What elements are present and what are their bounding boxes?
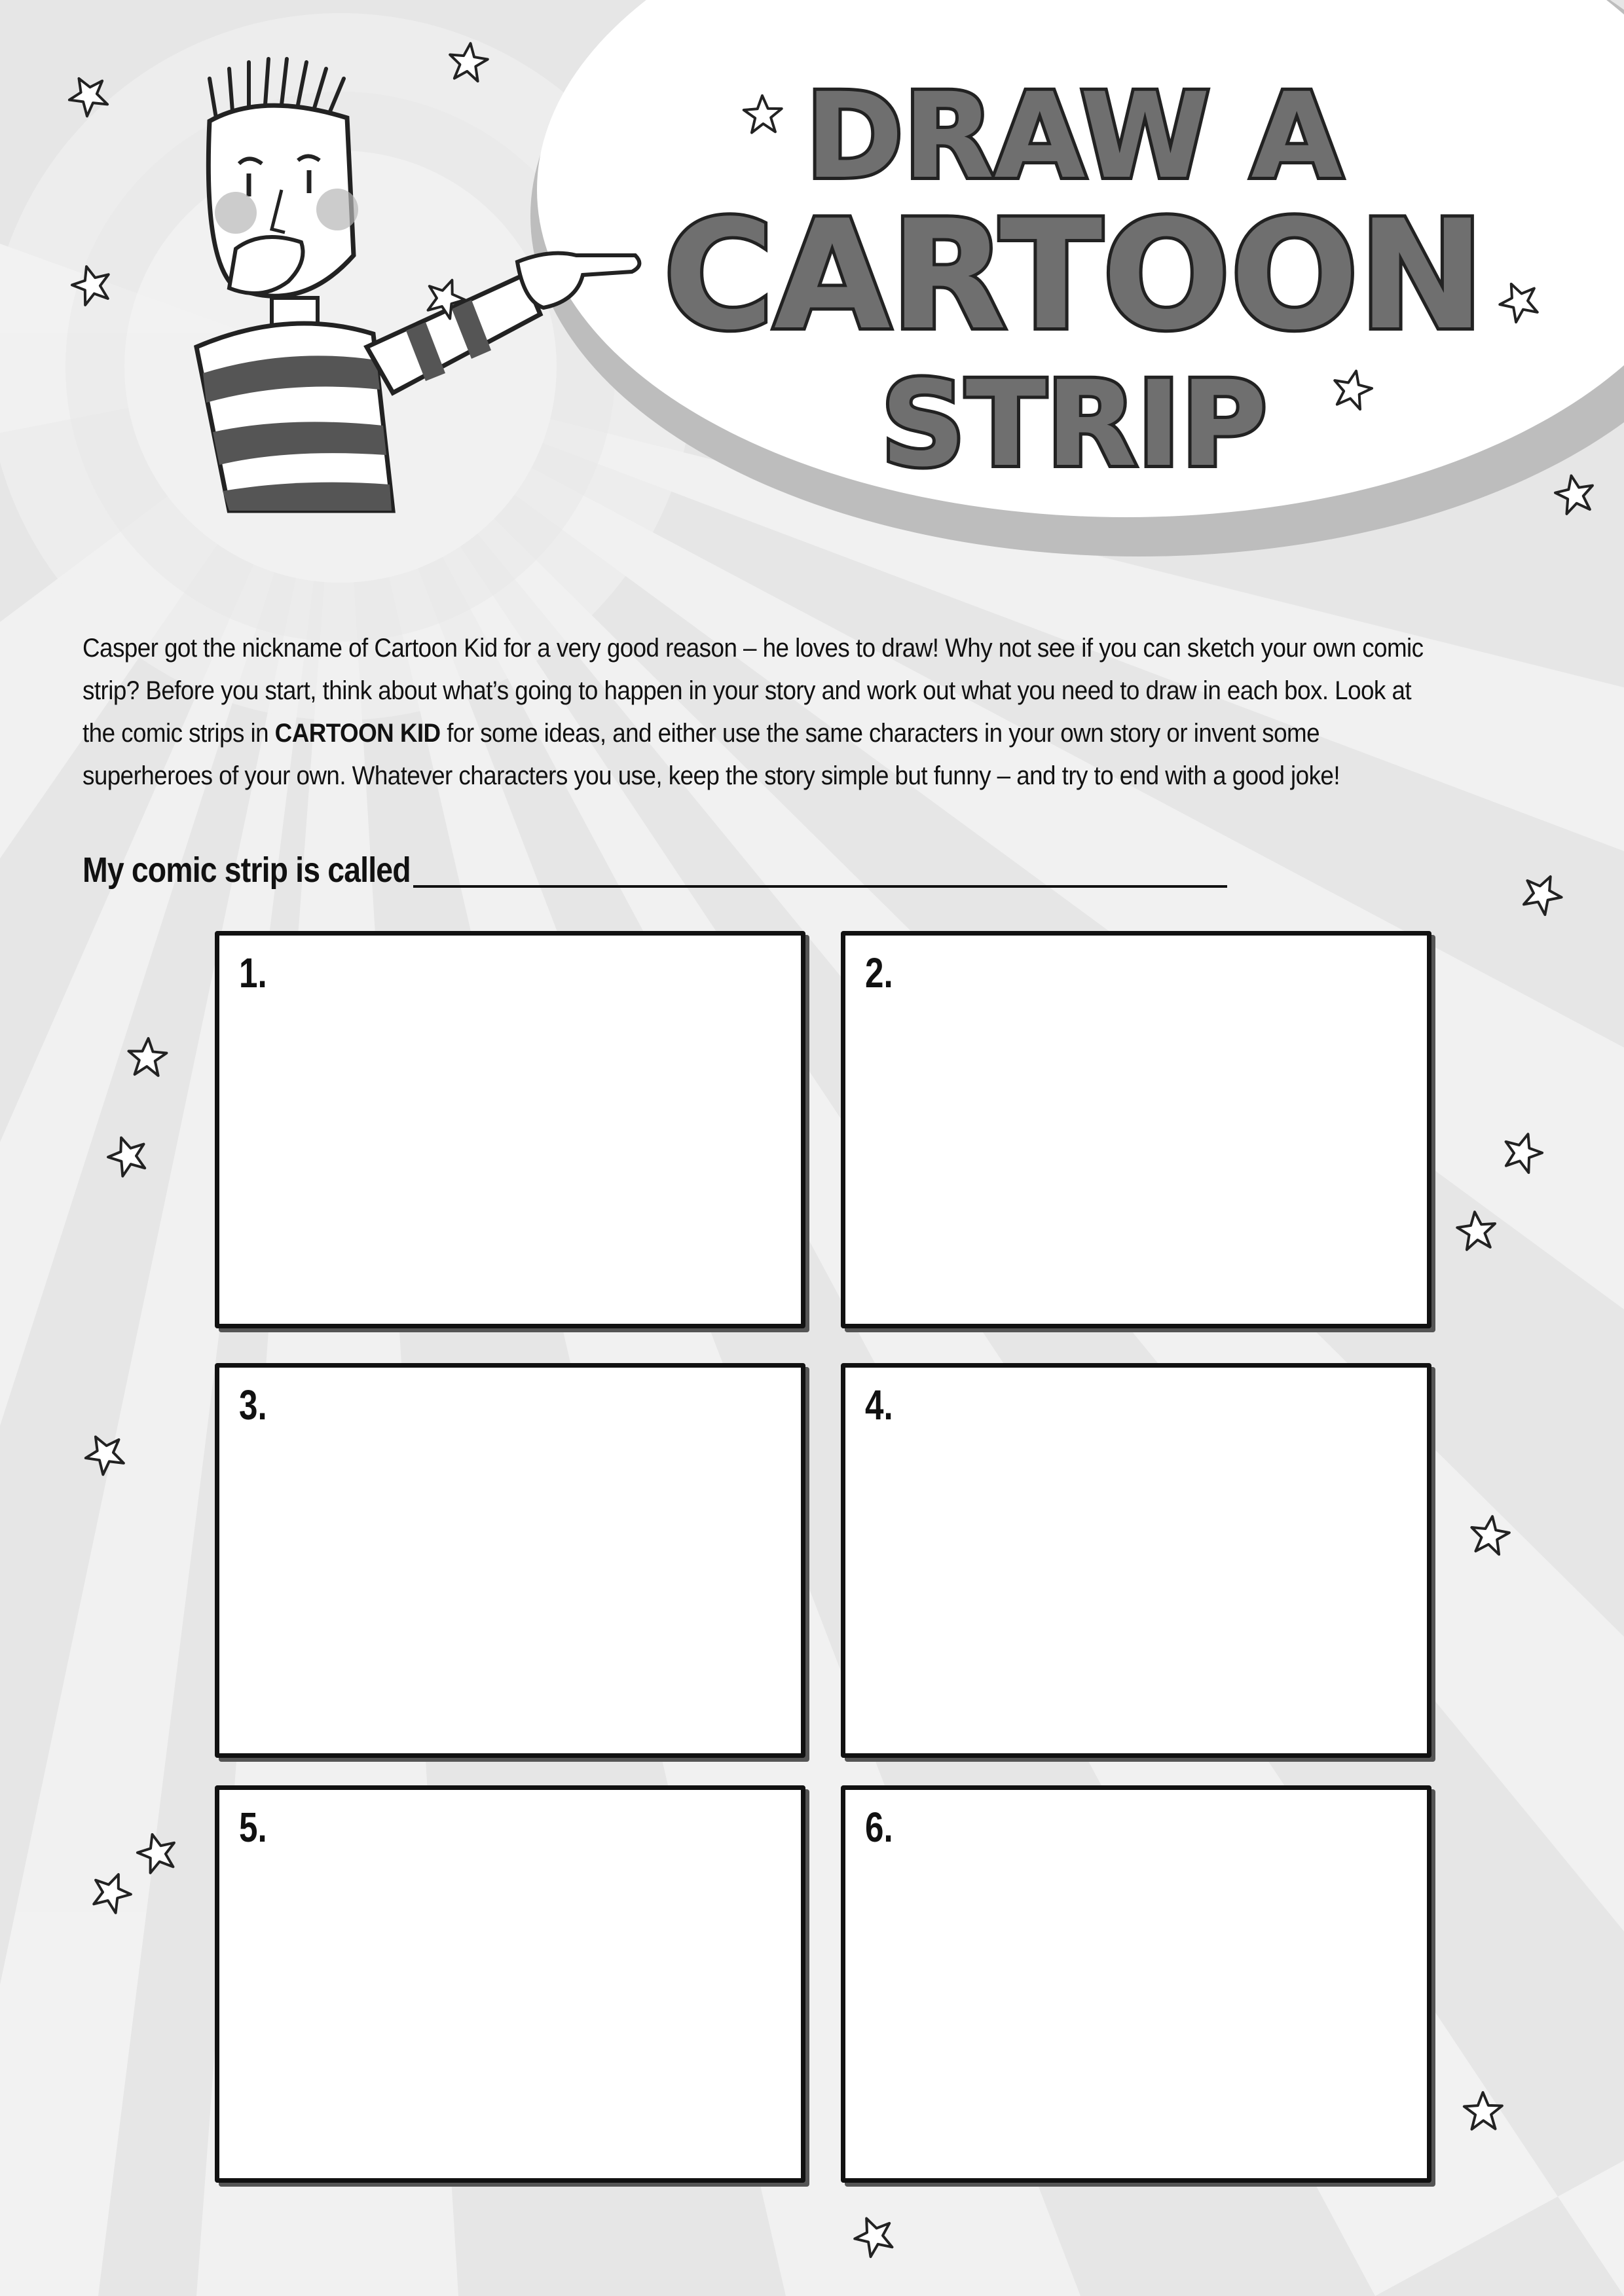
comic-title-write-line[interactable] bbox=[413, 885, 1227, 888]
book-title: CARTOON KID bbox=[274, 719, 441, 748]
title-line3: STRIP bbox=[881, 356, 1267, 493]
star-icon bbox=[123, 1033, 172, 1082]
comic-title-label: My comic strip is called bbox=[83, 850, 411, 890]
title-line1: DRAW A bbox=[805, 68, 1342, 205]
panel-number: 2. bbox=[865, 949, 893, 996]
comic-panel-6[interactable] bbox=[841, 1785, 1431, 2183]
comic-title-row bbox=[83, 845, 464, 890]
star-icon bbox=[739, 91, 786, 138]
cartoon-kid-illustration bbox=[157, 39, 655, 537]
intro-text: Casper got the nickname of Cartoon Kid for a very good reason – he loves to draw! Why not see if you can sketch your own comic strip? Before you start, think about what’s going to happen in your story and work out what you need to draw in each box. Look at the comic strips in bbox=[83, 634, 1424, 748]
panel-number: 3. bbox=[239, 1381, 267, 1429]
comic-panel-2[interactable] bbox=[841, 931, 1431, 1328]
comic-panel-5[interactable] bbox=[215, 1785, 805, 2183]
star-icon bbox=[1460, 2088, 1506, 2134]
star-icon bbox=[1325, 362, 1379, 416]
comic-panel-4[interactable] bbox=[841, 1363, 1431, 1758]
star-icon bbox=[443, 37, 494, 88]
star-icon bbox=[1452, 1206, 1502, 1256]
comic-panel-3[interactable] bbox=[215, 1363, 805, 1758]
star-icon bbox=[1464, 1509, 1515, 1561]
title-line2: CARTOON bbox=[663, 189, 1485, 363]
panel-number: 4. bbox=[865, 1381, 893, 1429]
intro-paragraph bbox=[83, 627, 1429, 797]
panel-number: 1. bbox=[239, 949, 267, 996]
star-icon bbox=[1548, 467, 1602, 521]
intro-text-continued: for some ideas, and either use the same characters in your own story or invent some superheroes of your own. Whatever characters you use, keep the story simple but funny – and try to end with a good joke! bbox=[83, 719, 1340, 790]
comic-panel-1[interactable] bbox=[215, 931, 805, 1328]
panel-number: 5. bbox=[239, 1804, 267, 1851]
panel-number: 6. bbox=[865, 1804, 893, 1851]
